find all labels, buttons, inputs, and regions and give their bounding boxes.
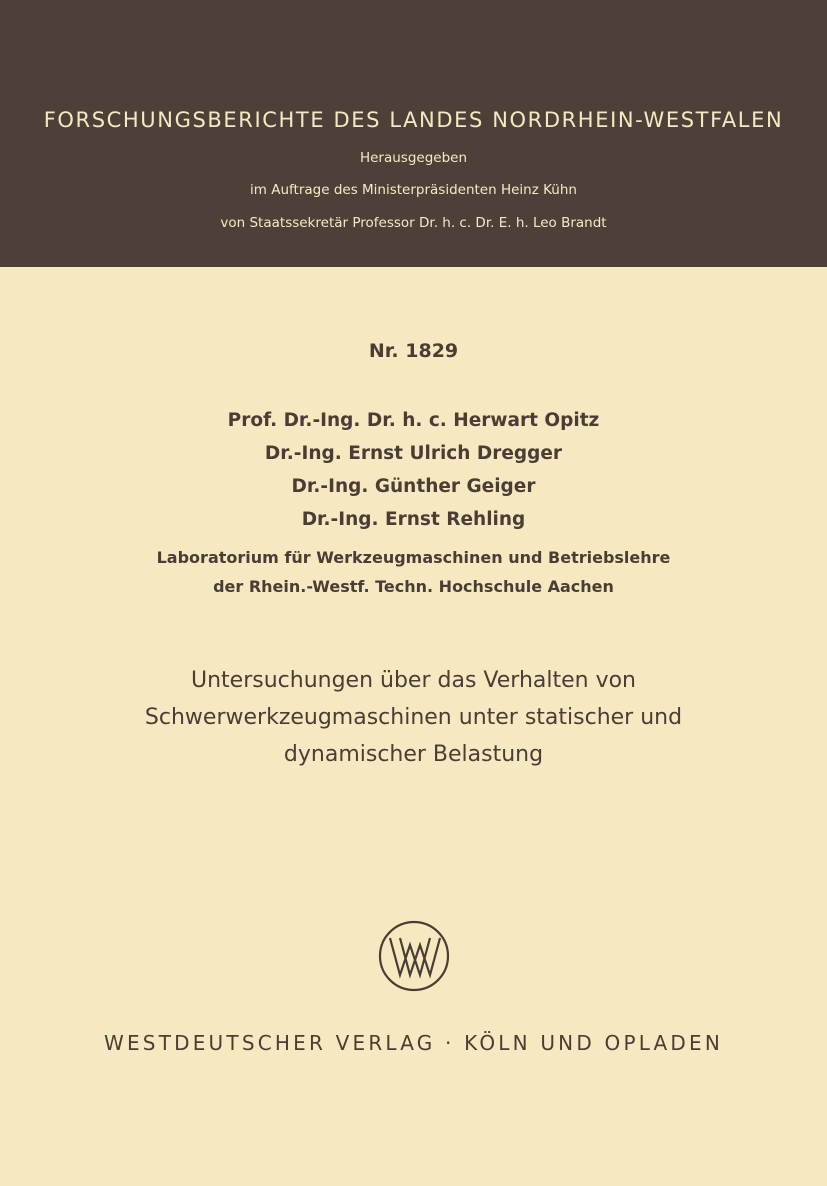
institution-line: der Rhein.-Westf. Techn. Hochschule Aachen: [213, 577, 614, 596]
header-band: [0, 0, 827, 267]
author-name: Dr.-Ing. Ernst Rehling: [301, 509, 526, 530]
title-line: Schwerwerkzeugmaschinen unter statischer und: [144, 705, 683, 730]
institution-line: Laboratorium für Werkzeugmaschinen und Betriebslehre: [156, 548, 671, 567]
report-title: [0, 662, 827, 773]
author-name: Prof. Dr.-Ing. Dr. h. c. Herwart Opitz: [227, 410, 600, 431]
editor-line-1: Herausgegeben: [359, 150, 468, 166]
report-number: Nr. 1829: [368, 340, 459, 362]
institution: [0, 543, 827, 601]
publisher-logo-icon: [378, 920, 450, 992]
title-line: Untersuchungen über das Verhalten von: [191, 668, 636, 693]
author-name: Dr.-Ing. Ernst Ulrich Dregger: [264, 443, 563, 464]
author-name: Dr.-Ing. Günther Geiger: [291, 476, 536, 497]
title-line: dynamischer Belastung: [283, 742, 544, 767]
series-title: FORSCHUNGSBERICHTE DES LANDES NORDRHEIN-WESTFALEN: [43, 108, 784, 132]
editor-line-3: von Staatssekretär Professor Dr. h. c. Dr. E. h. Leo Brandt: [220, 215, 607, 231]
editor-line-2: im Auftrage des Ministerpräsidenten Heinz Kühn: [250, 182, 577, 198]
publisher-line: WESTDEUTSCHER VERLAG · KÖLN UND OPLADEN: [104, 1031, 723, 1055]
author-list: [0, 404, 827, 536]
